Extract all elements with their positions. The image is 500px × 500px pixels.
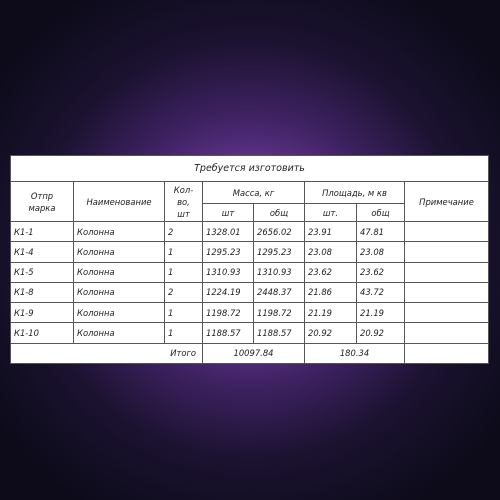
header-qty-line2: шт — [177, 208, 190, 219]
cell-name: Колонна — [74, 323, 165, 343]
cell-mass-unit: 1224.19 — [203, 282, 254, 302]
table-row — [11, 262, 489, 282]
cell-name: Колонна — [74, 242, 165, 262]
table-title: Требуется изготовить — [11, 156, 489, 182]
header-mass: Масса, кг — [203, 182, 305, 204]
cell-mass-total: 1188.57 — [254, 323, 305, 343]
cell-qty: 1 — [165, 262, 203, 282]
table-row — [11, 303, 489, 323]
cell-mark: К1-5 — [11, 262, 74, 282]
total-row — [11, 343, 489, 363]
title-row — [11, 156, 489, 182]
cell-area-total: 23.62 — [357, 262, 405, 282]
cell-mass-unit: 1310.93 — [203, 262, 254, 282]
cell-name: Колонна — [74, 222, 165, 242]
header-mass-unit: шт — [203, 204, 254, 222]
cell-mass-total: 1198.72 — [254, 303, 305, 323]
cell-name: Колонна — [74, 262, 165, 282]
cell-note — [405, 262, 489, 282]
cell-note — [405, 282, 489, 302]
cell-mark: К1-9 — [11, 303, 74, 323]
header-mass-total: общ — [254, 204, 305, 222]
cell-mass-unit: 1295.23 — [203, 242, 254, 262]
table-row — [11, 323, 489, 343]
cell-mass-total: 1310.93 — [254, 262, 305, 282]
cell-qty: 1 — [165, 242, 203, 262]
specification-table — [10, 155, 489, 364]
cell-area-total: 20.92 — [357, 323, 405, 343]
cell-area-unit: 23.62 — [305, 262, 357, 282]
cell-mass-total: 2448.37 — [254, 282, 305, 302]
table-row — [11, 242, 489, 262]
header-qty-line1: Кол-во, — [173, 184, 194, 207]
total-area: 180.34 — [305, 343, 405, 363]
total-mass: 10097.84 — [203, 343, 305, 363]
header-row — [11, 182, 489, 204]
cell-mass-unit: 1198.72 — [203, 303, 254, 323]
cell-area-unit: 20.92 — [305, 323, 357, 343]
header-mark — [11, 182, 74, 222]
cell-area-total: 23.08 — [357, 242, 405, 262]
cell-mass-unit: 1188.57 — [203, 323, 254, 343]
cell-mark: К1-8 — [11, 282, 74, 302]
specification-sheet — [10, 155, 488, 364]
header-note: Примечание — [405, 182, 489, 222]
total-label: Итого — [11, 343, 203, 363]
cell-mass-total: 1295.23 — [254, 242, 305, 262]
cell-area-total: 43.72 — [357, 282, 405, 302]
cell-mark: К1-10 — [11, 323, 74, 343]
table-row — [11, 282, 489, 302]
cell-area-unit: 23.91 — [305, 222, 357, 242]
cell-mass-total: 2656.02 — [254, 222, 305, 242]
cell-note — [405, 222, 489, 242]
header-mark-line1: Отпр — [30, 190, 54, 201]
table-row — [11, 222, 489, 242]
cell-mark: К1-1 — [11, 222, 74, 242]
total-note — [405, 343, 489, 363]
header-name: Наименование — [74, 182, 165, 222]
header-area: Площадь, м кв — [305, 182, 405, 204]
header-qty — [165, 182, 203, 222]
cell-qty: 2 — [165, 222, 203, 242]
cell-mark: К1-4 — [11, 242, 74, 262]
cell-area-unit: 21.86 — [305, 282, 357, 302]
cell-name: Колонна — [74, 282, 165, 302]
header-area-unit: шт. — [305, 204, 357, 222]
cell-note — [405, 242, 489, 262]
cell-name: Колонна — [74, 303, 165, 323]
cell-note — [405, 323, 489, 343]
header-mark-line2: марка — [28, 202, 56, 213]
cell-area-total: 47.81 — [357, 222, 405, 242]
cell-mass-unit: 1328.01 — [203, 222, 254, 242]
cell-area-unit: 23.08 — [305, 242, 357, 262]
cell-note — [405, 303, 489, 323]
cell-area-total: 21.19 — [357, 303, 405, 323]
cell-qty: 1 — [165, 303, 203, 323]
cell-qty: 1 — [165, 323, 203, 343]
header-area-total: общ — [357, 204, 405, 222]
cell-area-unit: 21.19 — [305, 303, 357, 323]
cell-qty: 2 — [165, 282, 203, 302]
